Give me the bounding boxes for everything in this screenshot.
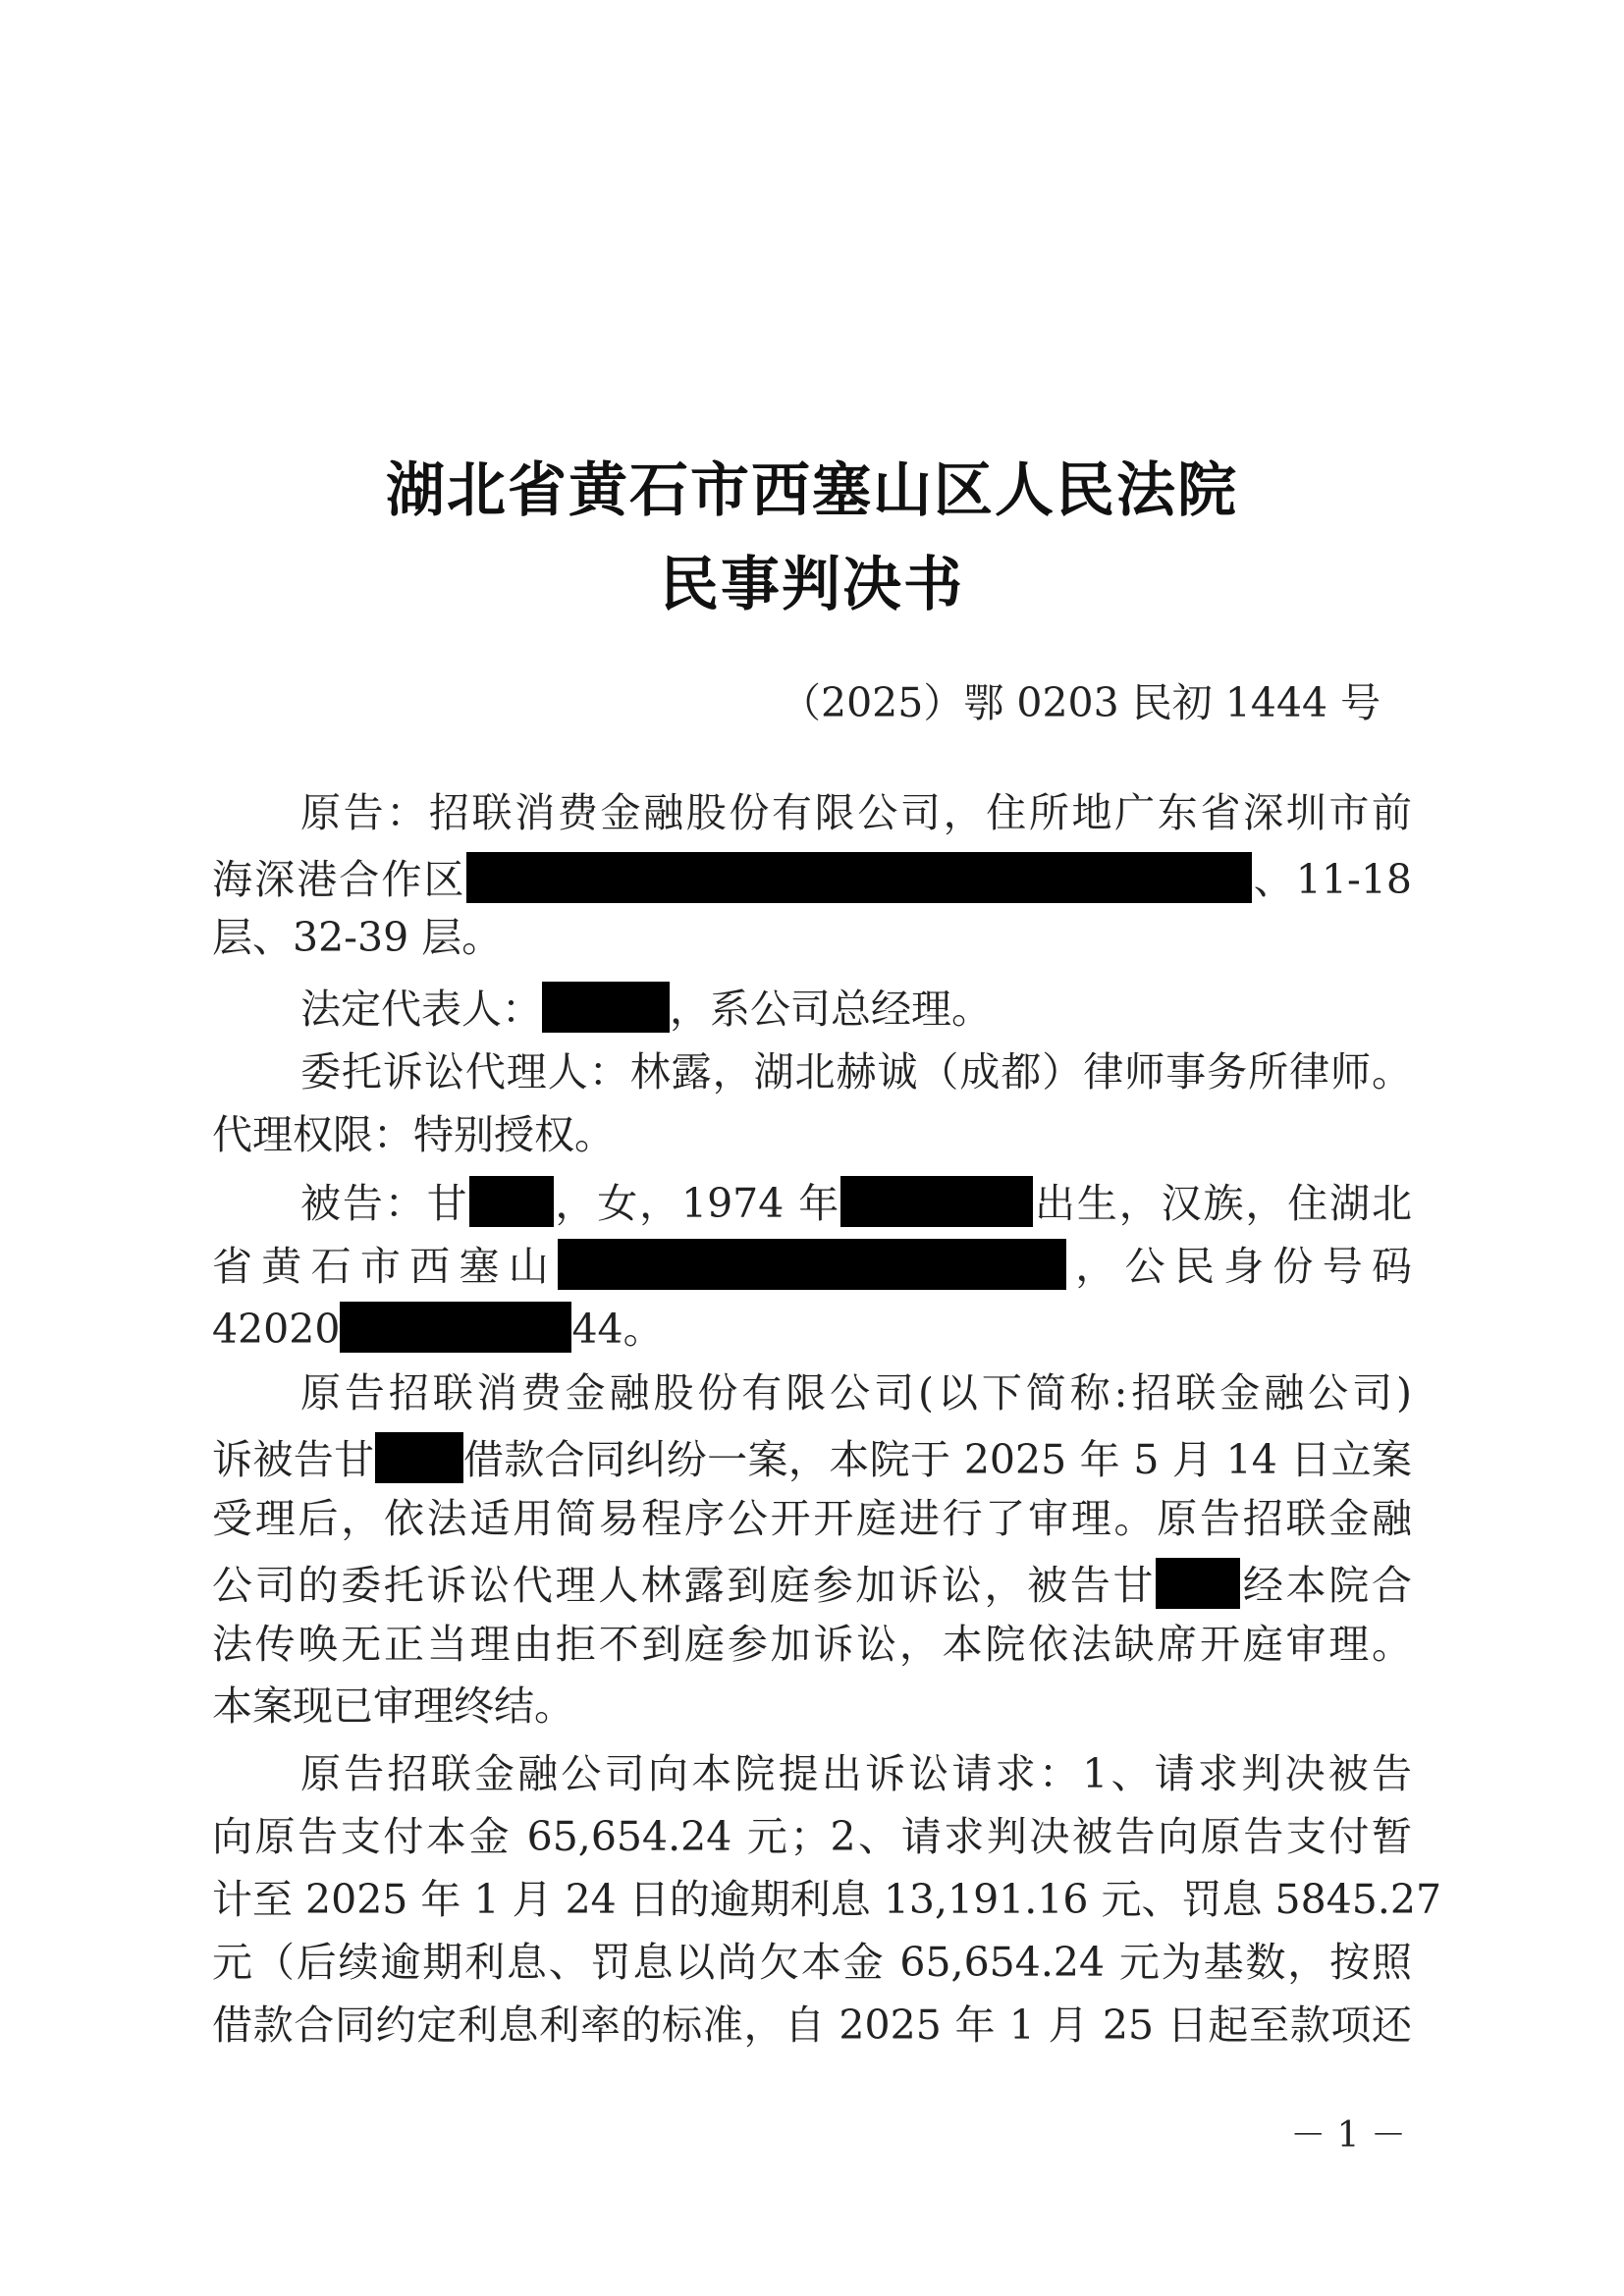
- redaction-block: [466, 852, 1252, 903]
- text-segment: 被告：甘: [300, 1180, 469, 1227]
- agent-line-1: 委托诉讼代理人：林露，湖北赫诚（成都）律师事务所律师。: [300, 1048, 1412, 1095]
- case-summary-line-4: [212, 1558, 1412, 1609]
- agent-line-2: 代理权限：特别授权。: [212, 1111, 615, 1158]
- text-segment: 诉被告甘: [212, 1436, 375, 1483]
- case-summary-line-2: [212, 1432, 1412, 1483]
- text-segment: 出生，汉族，住湖北: [1033, 1180, 1412, 1227]
- redaction-block: [840, 1176, 1033, 1227]
- text-segment: 省黄石市西塞山: [212, 1243, 558, 1290]
- text-segment: ，公民身份号码: [1066, 1243, 1412, 1290]
- defendant-line-3: [212, 1302, 1412, 1353]
- case-number: （2025）鄂 0203 民初 1444 号: [781, 679, 1381, 726]
- text-segment: ，系公司总经理。: [670, 986, 992, 1033]
- redaction-block: [375, 1432, 463, 1483]
- case-summary-line-1: 原告招联消费金融股份有限公司(以下简称:招联金融公司): [300, 1369, 1412, 1416]
- case-summary-line-3: 受理后，依法适用简易程序公开开庭进行了审理。原告招联金融: [212, 1495, 1412, 1542]
- redaction-block: [542, 982, 670, 1033]
- text-segment: 法定代表人：: [300, 986, 542, 1033]
- redaction-block: [558, 1239, 1066, 1290]
- claims-line-5: 借款合同约定利息利率的标准，自 2025 年 1 月 25 日起至款项还: [212, 2002, 1412, 2049]
- defendant-line-2: [212, 1239, 1412, 1290]
- page-number: － 1 －: [1290, 2115, 1406, 2156]
- claims-line-4: 元（后续逾期利息、罚息以尚欠本金 65,654.24 元为基数，按照: [212, 1939, 1412, 1986]
- text-segment: ，女，1974 年: [553, 1180, 841, 1227]
- claims-line-2: 向原告支付本金 65,654.24 元；2、请求判决被告向原告支付暂: [212, 1813, 1412, 1860]
- text-segment: 42020: [212, 1306, 341, 1353]
- redaction-block: [1156, 1558, 1240, 1609]
- defendant-line-1: [300, 1176, 1412, 1227]
- case-summary-line-5: 法传唤无正当理由拒不到庭参加诉讼，本院依法缺席开庭审理。: [212, 1621, 1412, 1668]
- text-segment: 公司的委托诉讼代理人林露到庭参加诉讼，被告甘: [212, 1562, 1157, 1609]
- plaintiff-line-1: 原告：招联消费金融股份有限公司，住所地广东省深圳市前: [300, 789, 1412, 836]
- text-segment: 经本院合: [1240, 1562, 1413, 1609]
- plaintiff-line-3: 层、32-39 层。: [212, 914, 503, 961]
- text-segment: 、11-18: [1251, 856, 1413, 903]
- claims-line-3: 计至 2025 年 1 月 24 日的逾期利息 13,191.16 元、罚息 5845.27: [212, 1876, 1442, 1923]
- legal-representative-line: [300, 982, 1412, 1033]
- text-segment: 海深港合作区: [212, 856, 466, 903]
- text-segment: 44。: [571, 1306, 664, 1353]
- text-segment: 借款合同纠纷一案，本院于 2025 年 5 月 14 日立案: [462, 1436, 1412, 1483]
- redaction-block: [340, 1302, 571, 1353]
- case-summary-line-6: 本案现已审理终结。: [212, 1682, 574, 1730]
- redaction-block: [469, 1176, 554, 1227]
- claims-line-1: 原告招联金融公司向本院提出诉讼请求：1、请求判决被告: [300, 1750, 1412, 1797]
- plaintiff-line-2: [212, 852, 1412, 903]
- court-name: 湖北省黄石市西塞山区人民法院: [386, 456, 1238, 525]
- document-type: 民事判决书: [660, 551, 964, 619]
